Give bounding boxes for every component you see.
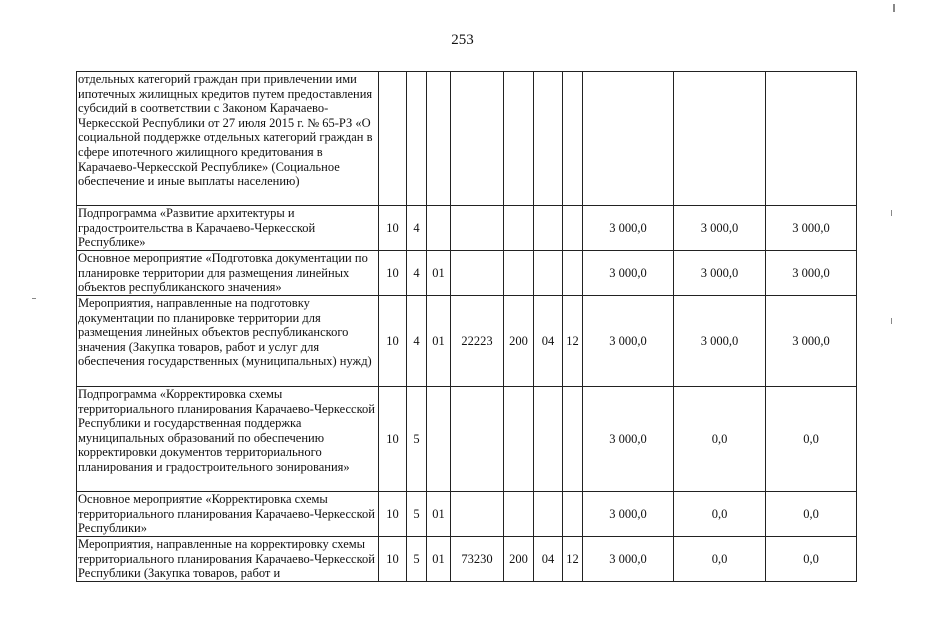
row-cell-c6 [534, 387, 563, 492]
row-cell-c7 [563, 206, 583, 251]
row-description [77, 72, 379, 206]
row-cell-c1: 10 [379, 492, 407, 537]
row-cell-c4 [451, 387, 504, 492]
row-cell-c7 [563, 387, 583, 492]
row-description [77, 387, 379, 492]
row-cell-c2: 4 [407, 296, 427, 387]
table-row [77, 251, 857, 296]
row-cell-c5 [504, 387, 534, 492]
row-cell-v3: 3 000,0 [766, 251, 857, 296]
row-cell-v2: 0,0 [674, 387, 766, 492]
row-cell-c5 [504, 206, 534, 251]
row-cell-c2 [407, 72, 427, 206]
row-cell-c2: 5 [407, 492, 427, 537]
row-description-text: Подпрограмма «Развитие архитектуры и градостроительства в Карачаево-Черкесской Республике» [78, 206, 316, 250]
row-cell-c6: 04 [534, 537, 563, 582]
row-cell-c7: 12 [563, 296, 583, 387]
row-description [77, 296, 379, 387]
row-cell-c3 [427, 72, 451, 206]
row-cell-c6 [534, 206, 563, 251]
row-cell-v2: 0,0 [674, 492, 766, 537]
row-cell-c3 [427, 387, 451, 492]
table-row [77, 72, 857, 206]
table-row [77, 296, 857, 387]
row-cell-v1: 3 000,0 [583, 387, 674, 492]
row-cell-c3: 01 [427, 492, 451, 537]
row-cell-v1 [583, 72, 674, 206]
row-cell-v3: 3 000,0 [766, 296, 857, 387]
row-cell-v2 [674, 72, 766, 206]
row-cell-c2: 5 [407, 537, 427, 582]
row-cell-c1: 10 [379, 296, 407, 387]
row-cell-c6 [534, 72, 563, 206]
row-cell-v1: 3 000,0 [583, 537, 674, 582]
row-cell-c5 [504, 492, 534, 537]
scan-mark [891, 210, 892, 216]
row-cell-c1 [379, 72, 407, 206]
row-cell-v2: 3 000,0 [674, 251, 766, 296]
row-cell-c1: 10 [379, 251, 407, 296]
row-cell-v3: 0,0 [766, 492, 857, 537]
scan-mark [891, 318, 892, 324]
table-row [77, 492, 857, 537]
row-description-text: Мероприятия, направленные на подготовку документации по планировке территории для размещения линейных объектов республиканского значения (Закупка товаров, работ и услуг для обеспечения государственных (муниципальных) нужд) [78, 296, 372, 369]
row-cell-c7 [563, 251, 583, 296]
row-cell-c6 [534, 492, 563, 537]
row-cell-c4 [451, 72, 504, 206]
row-cell-c7 [563, 492, 583, 537]
row-description [77, 537, 379, 582]
row-cell-v2: 3 000,0 [674, 296, 766, 387]
row-cell-c3: 01 [427, 537, 451, 582]
row-cell-v3: 0,0 [766, 537, 857, 582]
row-cell-c4 [451, 492, 504, 537]
row-cell-c1: 10 [379, 206, 407, 251]
row-cell-v1: 3 000,0 [583, 206, 674, 251]
row-description [77, 492, 379, 537]
row-description-text: Подпрограмма «Корректировка схемы территориального планирования Карачаево-Черкесской Республики и государственная поддержка муниципальных образований по обеспечению корректировки документов территориального планирования и градостроительного зонирования» [78, 387, 375, 474]
row-cell-c5 [504, 72, 534, 206]
row-description-text: Мероприятия, направленные на корректировку схемы территориального планирования Карачаево-Черкесской Республики (Закупка товаров, работ и [78, 537, 375, 581]
row-cell-c2: 5 [407, 387, 427, 492]
row-description-text: отдельных категорий граждан при привлечении ими ипотечных жилищных кредитов путем предоставления субсидий в соответствии с Законом Карачаево-Черкесской Республики от 27 июля 2015 г. № 65-РЗ «О социальной поддержке отдельных категорий граждан в сфере ипотечного жилищного кредитования в Карачаево-Черкесской Республике» (Социальное обеспечение и иные выплаты населению) [78, 72, 373, 189]
row-cell-c6: 04 [534, 296, 563, 387]
row-cell-c1: 10 [379, 537, 407, 582]
row-cell-c5: 200 [504, 537, 534, 582]
row-cell-v1: 3 000,0 [583, 296, 674, 387]
row-cell-c5 [504, 251, 534, 296]
table-row [77, 537, 857, 582]
row-cell-v1: 3 000,0 [583, 492, 674, 537]
row-cell-v3: 3 000,0 [766, 206, 857, 251]
row-cell-c4 [451, 251, 504, 296]
row-cell-c1: 10 [379, 387, 407, 492]
table-row [77, 387, 857, 492]
budget-table [76, 71, 857, 582]
row-cell-c3: 01 [427, 251, 451, 296]
page-number: 253 [451, 32, 474, 48]
row-cell-v2: 0,0 [674, 537, 766, 582]
row-cell-v3 [766, 72, 857, 206]
row-cell-c5: 200 [504, 296, 534, 387]
row-cell-v3: 0,0 [766, 387, 857, 492]
row-cell-c2: 4 [407, 206, 427, 251]
row-description-text: Основное мероприятие «Подготовка документации по планировке территории для размещения линейных объектов республиканского значения» [78, 251, 368, 295]
row-cell-c2: 4 [407, 251, 427, 296]
row-cell-c6 [534, 251, 563, 296]
table-row [77, 206, 857, 251]
scan-mark [32, 298, 36, 299]
row-cell-c3: 01 [427, 296, 451, 387]
row-cell-v1: 3 000,0 [583, 251, 674, 296]
row-description [77, 206, 379, 251]
row-cell-c7: 12 [563, 537, 583, 582]
row-description-text: Основное мероприятие «Корректировка схемы территориального планирования Карачаево-Черкесской Республики» [78, 492, 375, 536]
scan-mark [893, 4, 895, 12]
row-cell-c4 [451, 206, 504, 251]
row-cell-c4: 73230 [451, 537, 504, 582]
row-description [77, 251, 379, 296]
row-cell-c7 [563, 72, 583, 206]
row-cell-c3 [427, 206, 451, 251]
row-cell-c4: 22223 [451, 296, 504, 387]
row-cell-v2: 3 000,0 [674, 206, 766, 251]
